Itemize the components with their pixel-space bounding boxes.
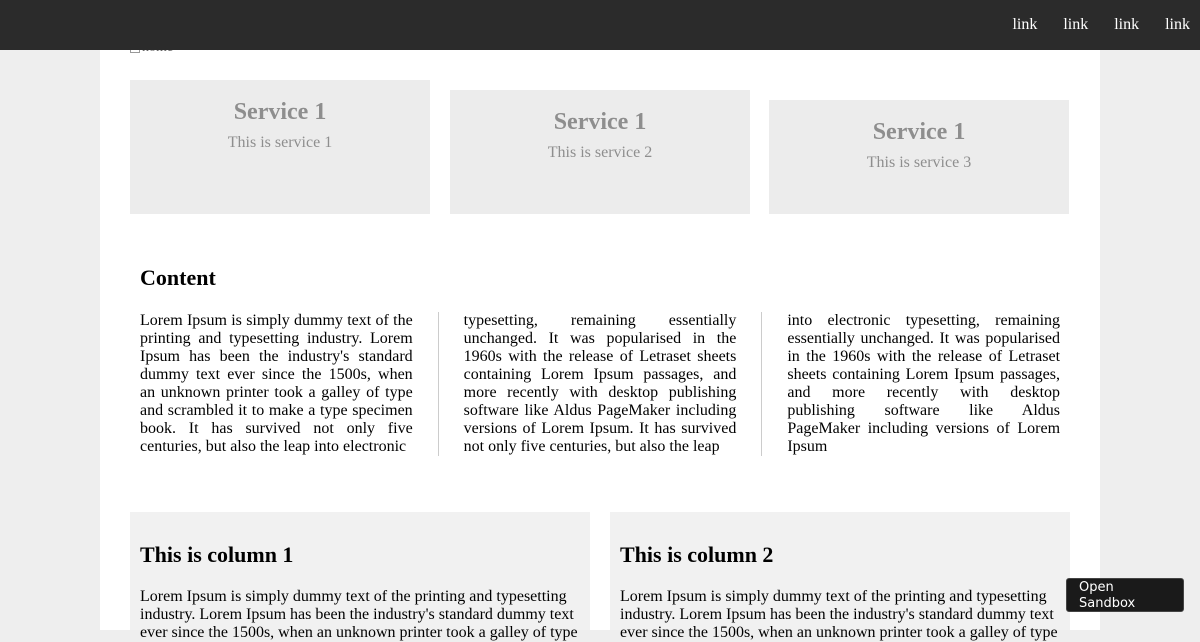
column-card-2	[610, 512, 1070, 641]
service-card-2	[450, 90, 750, 214]
top-navbar	[0, 0, 1200, 50]
service-text: This is service 1	[227, 134, 333, 151]
column-text: Lorem Ipsum is simply dummy text of the printing and typesetting industry. Lorem Ipsum has been the industry's standard dummy text ever since the 1500s, when an unknown printer took a galley of type	[620, 588, 1058, 641]
content-column-3: into electronic typesetting, remaining essentially unchanged. It was popularised in the 1960s with the release of Letraset sheets containing Lorem Ipsum passages, and more recently with desktop publishing software like Aldus PageMaker including versions of Lorem Ipsum	[787, 312, 1061, 455]
nav-link-2[interactable]: link	[1063, 16, 1089, 33]
content-column-1: Lorem Ipsum is simply dummy text of the printing and typesetting industry. Lorem Ipsum has been the industry's standard dummy text ever since the 1500s, when an unknown printer took a galley of type and scrambled it to make a type specimen book. It has survived not only five centuries, but also the leap into electronic	[140, 312, 413, 455]
service-card-3	[769, 100, 1069, 214]
column-title: This is column 1	[140, 542, 294, 567]
nav-link-3[interactable]: link	[1114, 16, 1140, 33]
open-sandbox-button[interactable]: Open Sandbox	[1066, 578, 1184, 612]
content-heading: Content	[140, 265, 216, 290]
nav-links	[986, 0, 1200, 50]
service-title: Service 1	[872, 119, 966, 145]
page-container	[100, 0, 1100, 641]
column-title: This is column 2	[620, 542, 774, 567]
service-title: Service 1	[553, 109, 647, 135]
service-title: Service 1	[233, 99, 327, 125]
column-divider	[761, 312, 762, 456]
nav-link-1[interactable]: link	[1012, 16, 1038, 33]
column-text: Lorem Ipsum is simply dummy text of the printing and typesetting industry. Lorem Ipsum has been the industry's standard dummy text ever since the 1500s, when an unknown printer took a galley of type	[140, 588, 578, 641]
service-text: This is service 3	[866, 154, 972, 171]
nav-link-4[interactable]: link	[1165, 16, 1190, 33]
service-card-1	[130, 80, 430, 214]
column-card-1	[130, 512, 590, 641]
content-column-2: typesetting, remaining essentially unchanged. It was popularised in the 1960s with the release of Letraset sheets containing Lorem Ipsum passages, and more recently with desktop publishing software like Aldus PageMaker including versions of Lorem Ipsum. It has survived not only five centuries, but also the leap	[463, 312, 737, 455]
column-divider	[438, 312, 439, 456]
service-text: This is service 2	[547, 144, 653, 161]
content-columns	[140, 312, 1060, 456]
